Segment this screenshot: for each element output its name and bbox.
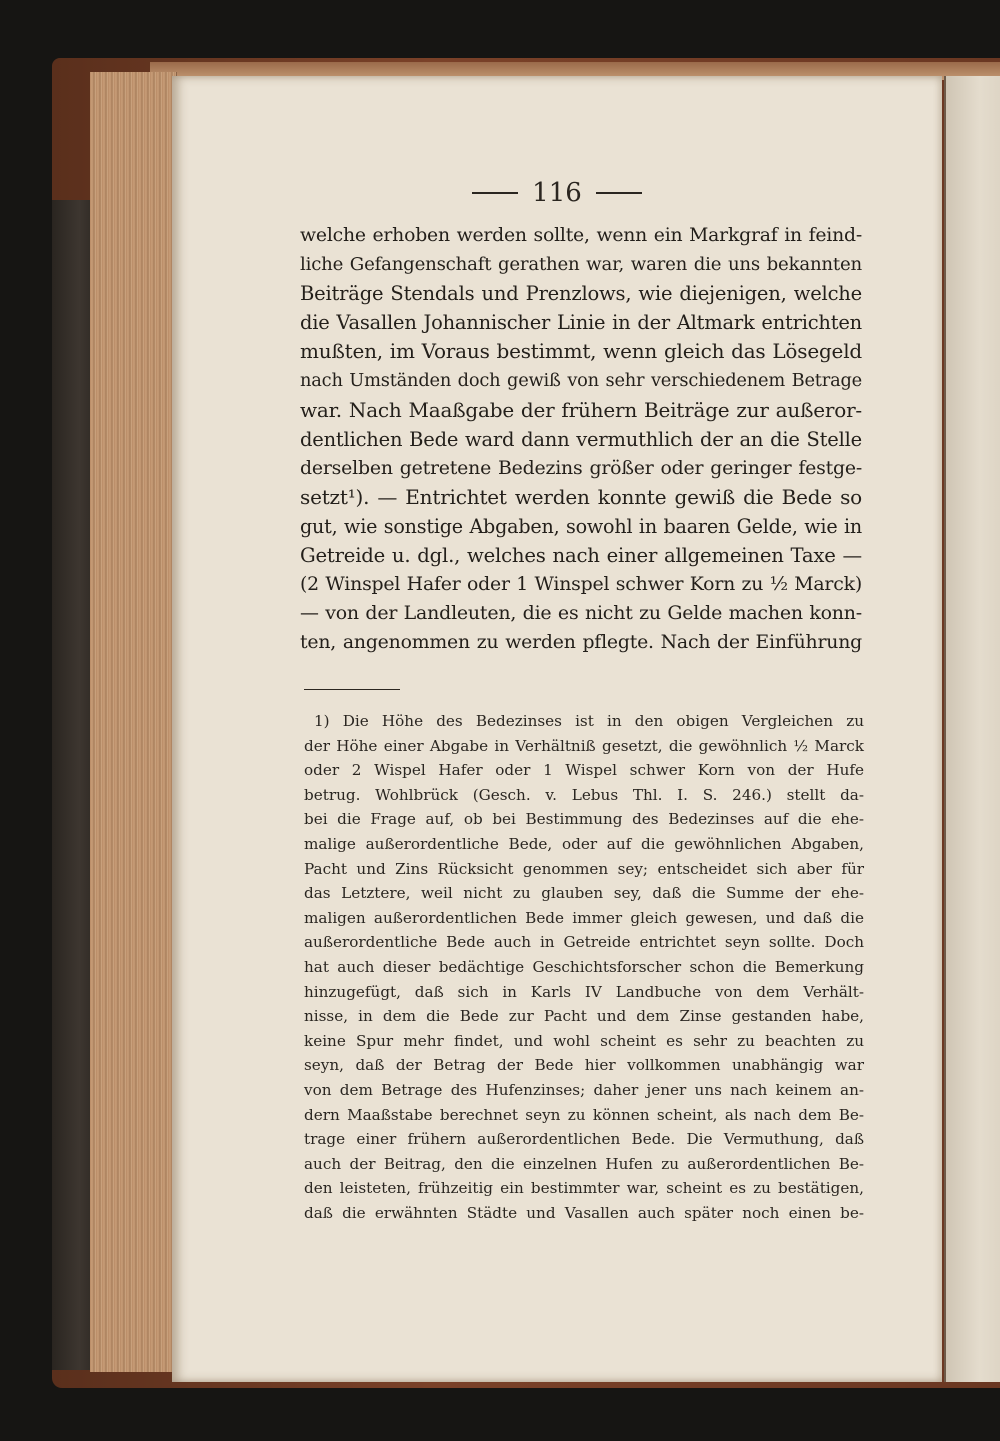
footnote-separator bbox=[304, 689, 400, 690]
text-line: war. Nach Maaßgabe der frühern Beiträge zur außeror- bbox=[300, 397, 862, 422]
page-number: 116 bbox=[532, 178, 582, 208]
text-line: liche Gefangenschaft gerathen war, waren die uns bekannten bbox=[300, 254, 862, 276]
footnote-line: außerordentliche Bede auch in Getreide entrichtet seyn sollte. Doch bbox=[304, 933, 864, 952]
footnote-line: dern Maaßstabe berechnet seyn zu können scheint, als nach dem Be- bbox=[304, 1105, 864, 1124]
footnote-line: den leisteten, frühzeitig ein bestimmter war, scheint es zu bestätigen, bbox=[304, 1179, 864, 1198]
text-line: — von der Landleuten, die es nicht zu Gelde machen konn- bbox=[300, 602, 862, 625]
footnote-line: maligen außerordentlichen Bede immer gleich gewesen, und daß die bbox=[304, 908, 864, 927]
text-line: setzt¹). — Entrichtet werden konnte gewiß die Bede so bbox=[300, 484, 862, 509]
main-text bbox=[300, 221, 862, 657]
footnote-line: der Höhe einer Abgabe in Verhältniß gesetzt, die gewöhnlich ½ Marck bbox=[304, 736, 864, 755]
footnote-line: hinzugefügt, daß sich in Karls IV Landbuche von dem Verhält- bbox=[304, 982, 864, 1001]
footnote-line: oder 2 Wispel Hafer oder 1 Wispel schwer Korn von der Hufe bbox=[304, 761, 864, 780]
text-line: (2 Winspel Hafer oder 1 Winspel schwer Korn zu ½ Marck) bbox=[300, 573, 862, 596]
footnote-line: das Letztere, weil nicht zu glauben sey, daß die Summe der ehe- bbox=[304, 884, 864, 903]
footnote-line: hat auch dieser bedächtige Geschichtsforscher schon die Bemerkung bbox=[304, 957, 864, 976]
text-line: ten, angenommen zu werden pflegte. Nach der Einführung bbox=[300, 632, 862, 654]
page-edges bbox=[90, 72, 177, 1372]
header-dash-right bbox=[596, 192, 642, 194]
text-line: Getreide u. dgl., welches nach einer allgemeinen Taxe — bbox=[300, 544, 862, 568]
book-page bbox=[172, 76, 942, 1382]
footnote-line: malige außerordentliche Bede, oder auf die gewöhnlichen Abgaben, bbox=[304, 834, 864, 853]
footnote-line: nisse, in dem die Bede zur Pacht und dem Zinse gestanden habe, bbox=[304, 1007, 864, 1026]
text-line: Beiträge Stendals und Prenzlows, wie diejenigen, welche bbox=[300, 282, 862, 306]
footnote-line: von dem Betrage des Hufenzinses; daher jener uns nach keinem an- bbox=[304, 1080, 864, 1099]
footnote bbox=[304, 709, 864, 1225]
footnote-line: betrug. Wohlbrück (Gesch. v. Lebus Thl. I. S. 246.) stellt da- bbox=[304, 785, 864, 804]
text-line: gut, wie sonstige Abgaben, sowohl in baaren Gelde, wie in bbox=[300, 514, 862, 538]
footnote-line: 1) Die Höhe des Bedezinses ist in den obigen Vergleichen zu bbox=[314, 712, 864, 730]
footnote-line: keine Spur mehr findet, und wohl scheint es sehr zu beachten zu bbox=[304, 1031, 864, 1050]
footnote-line: trage einer frühern außerordentlichen Bede. Die Vermuthung, daß bbox=[304, 1130, 864, 1149]
footnote-line: daß die erwähnten Städte und Vasallen auch später noch einen be- bbox=[304, 1203, 864, 1222]
text-line: mußten, im Voraus bestimmt, wenn gleich das Lösegeld bbox=[300, 339, 862, 364]
text-line: derselben getretene Bedezins größer oder geringer festge- bbox=[300, 456, 862, 479]
footnote-line: Pacht und Zins Rücksicht genommen sey; entscheidet sich aber für bbox=[304, 859, 864, 878]
text-line: welche erhoben werden sollte, wenn ein Markgraf in feind- bbox=[300, 225, 862, 246]
text-line: nach Umständen doch gewiß von sehr verschiedenem Betrage bbox=[300, 370, 862, 392]
header-dash-left bbox=[472, 192, 518, 194]
page-header bbox=[172, 178, 942, 208]
text-line: die Vasallen Johannischer Linie in der Altmark entrichten bbox=[300, 311, 862, 335]
footnote-line: bei die Frage auf, ob bei Bestimmung des Bedezinses auf die ehe- bbox=[304, 810, 864, 829]
facing-page-edge bbox=[944, 76, 1000, 1382]
footnote-line: auch der Beitrag, den die einzelnen Hufen zu außerordentlichen Be- bbox=[304, 1154, 864, 1173]
text-line: dentlichen Bede ward dann vermuthlich der an die Stelle bbox=[300, 427, 862, 451]
footnote-line: seyn, daß der Betrag der Bede hier vollkommen unabhängig war bbox=[304, 1056, 864, 1075]
